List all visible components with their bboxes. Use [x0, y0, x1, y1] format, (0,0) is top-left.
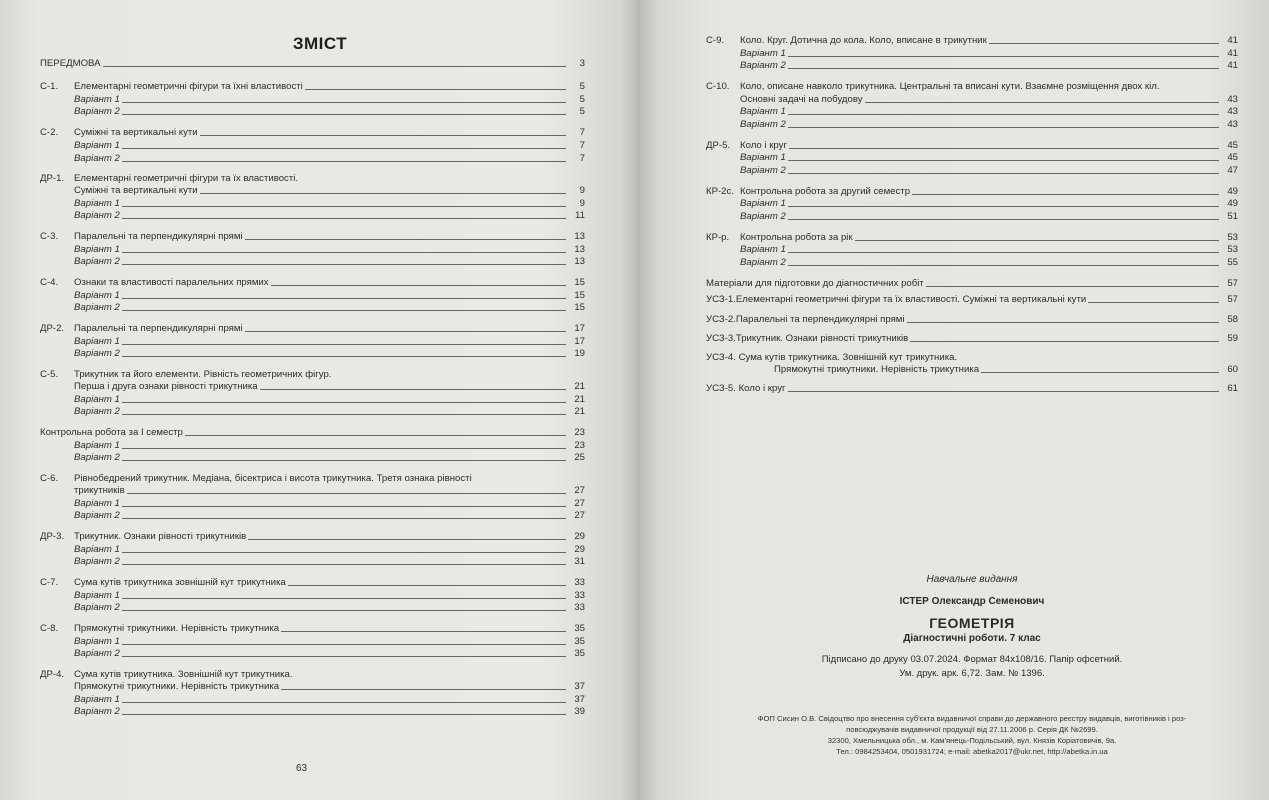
toc-entry: [40, 394, 585, 406]
toc-leader-line: [789, 148, 1219, 149]
toc-entry: [706, 257, 1238, 269]
toc-leader-line: [122, 218, 566, 219]
publisher-contacts: Тел.: 0984253404, 0501931724; e-mail: abetka2017@ukr.net, http://abetka.in.ua: [836, 747, 1108, 756]
toc-leader-line: [122, 298, 566, 299]
toc-variant-label: Варіант 2: [740, 60, 786, 71]
toc-page-number: 41: [1227, 35, 1238, 46]
toc-leader-line: [122, 264, 566, 265]
toc-page-number: 58: [1227, 314, 1238, 325]
toc-entry: [706, 35, 1238, 47]
toc-page-number: 11: [575, 210, 585, 221]
toc-entry: [40, 681, 585, 693]
toc-entry: [706, 94, 1238, 106]
toc-entry-title: Паралельні та перпендикулярні прямі: [74, 323, 243, 334]
toc-entry-title: ПЕРЕДМОВА: [40, 58, 101, 69]
toc-leader-line: [907, 322, 1219, 323]
toc-entry-title: УСЗ-2.Паралельні та перпендикулярні прямі: [706, 314, 905, 325]
toc-variant-label: Варіант 2: [740, 119, 786, 130]
toc-entry: [40, 369, 585, 381]
toc-variant-label: Варіант 1: [74, 440, 120, 451]
toc-entry-code: С-8.: [40, 623, 59, 634]
toc-page-number: 29: [574, 531, 585, 542]
toc-entry-title: трикутників: [74, 485, 125, 496]
toc-page-number: 33: [574, 590, 585, 601]
toc-entry: [40, 198, 585, 210]
toc-variant-label: Варіант 2: [74, 602, 120, 613]
toc-page-number: 5: [579, 106, 585, 117]
toc-page-number: 5: [579, 81, 585, 92]
toc-page-number: 43: [1227, 106, 1238, 117]
toc-page-number: 41: [1227, 48, 1238, 59]
toc-leader-line: [103, 66, 566, 67]
toc-entry-title: Основні задачі на побудову: [740, 94, 863, 105]
toc-entry: [706, 186, 1238, 198]
edition-type: Навчальне видання: [926, 574, 1018, 585]
book-title: ГЕОМЕТРІЯ: [929, 615, 1015, 631]
toc-entry: [706, 314, 1238, 326]
toc-leader-line: [122, 644, 566, 645]
toc-entry-code: С-1.: [40, 81, 59, 92]
toc-entry: [40, 577, 585, 589]
toc-entry: [40, 244, 585, 256]
toc-variant-label: Варіант 2: [74, 556, 120, 567]
toc-page-number: 43: [1227, 119, 1238, 130]
toc-leader-line: [788, 56, 1219, 57]
toc-page-number: 33: [574, 577, 585, 588]
toc-entry-title: Суміжні та вертикальні кути: [74, 185, 198, 196]
toc-entry: [40, 669, 585, 681]
toc-leader-line: [122, 344, 566, 345]
toc-page-number: 55: [1227, 257, 1238, 268]
toc-entry-code: С-9.: [706, 35, 725, 46]
toc-entry-title: УСЗ-1.Елементарні геометричні фігури та їх властивості. Суміжні та вертикальні кути: [706, 294, 1087, 305]
toc-entry-code: С-10.: [706, 81, 730, 92]
toc-entry-code: КР-2с.: [706, 186, 734, 197]
toc-leader-line: [281, 631, 566, 632]
toc-leader-line: [926, 286, 1219, 287]
toc-variant-label: Варіант 2: [74, 210, 120, 221]
toc-entry: [706, 152, 1238, 164]
toc-page-number: 29: [574, 544, 585, 555]
toc-variant-label: Варіант 1: [74, 394, 120, 405]
toc-entry-title: Коло. Круг. Дотична до кола. Коло, вписане в трикутник: [740, 35, 987, 46]
toc-entry: [40, 185, 585, 197]
toc-page-number: 27: [574, 485, 585, 496]
toc-leader-line: [989, 43, 1219, 44]
toc-entry-code: С-2.: [40, 127, 59, 138]
toc-page-number: 41: [1227, 60, 1238, 71]
toc-leader-line: [122, 714, 566, 715]
toc-leader-line: [122, 460, 566, 461]
toc-entry: [706, 119, 1238, 131]
toc-page-number: 15: [574, 302, 585, 313]
toc-leader-line: [912, 194, 1219, 195]
toc-entry: [40, 210, 585, 222]
toc-leader-line: [122, 148, 566, 149]
toc-entry: [40, 427, 585, 439]
toc-entry: [40, 140, 585, 152]
toc-page-number: 15: [574, 277, 585, 288]
toc-entry: [706, 81, 1238, 93]
toc-page-number: 33: [574, 602, 585, 613]
toc-variant-label: Варіант 1: [740, 152, 786, 163]
toc-entry-title: Контрольна робота за рік: [740, 232, 853, 243]
toc-page-number: 7: [579, 127, 585, 138]
toc-page-number: 51: [1227, 211, 1238, 222]
toc-page-number: 17: [574, 336, 585, 347]
toc-leader-line: [122, 414, 566, 415]
toc-page-number: 27: [574, 510, 585, 521]
toc-variant-label: Варіант 1: [74, 198, 120, 209]
toc-entry: [40, 323, 585, 335]
toc-variant-label: Варіант 2: [740, 211, 786, 222]
toc-entry-title: Сума кутів трикутника. Зовнішній кут трикутника.: [74, 669, 293, 680]
toc-entry: [40, 636, 585, 648]
toc-page-number: 9: [579, 198, 585, 209]
toc-page-number: 37: [574, 694, 585, 705]
toc-leader-line: [788, 391, 1219, 392]
toc-page-number: 53: [1227, 244, 1238, 255]
toc-leader-line: [865, 102, 1219, 103]
toc-page-number: 27: [574, 498, 585, 509]
toc-page-number: 59: [1227, 333, 1238, 344]
toc-leader-line: [122, 114, 566, 115]
toc-entry-title: Ознаки та властивості паралельних прямих: [74, 277, 269, 288]
toc-variant-label: Варіант 1: [740, 106, 786, 117]
toc-leader-line: [122, 161, 566, 162]
toc-entry-code: С-3.: [40, 231, 59, 242]
toc-page-number: 35: [574, 636, 585, 647]
toc-variant-label: Варіант 2: [74, 706, 120, 717]
toc-entry: [40, 623, 585, 635]
toc-page-number: 13: [574, 244, 585, 255]
right-page: [640, 0, 1269, 800]
toc-leader-line: [122, 310, 566, 311]
toc-page-number: 43: [1227, 94, 1238, 105]
toc-variant-label: Варіант 1: [74, 290, 120, 301]
toc-title: ЗМІСТ: [292, 34, 348, 53]
toc-leader-line: [788, 114, 1219, 115]
toc-page-number: 3: [579, 58, 585, 69]
toc-leader-line: [122, 252, 566, 253]
toc-page-number: 31: [574, 556, 585, 567]
toc-entry-code: ДР-4.: [40, 669, 65, 680]
toc-entry: [40, 81, 585, 93]
toc-leader-line: [288, 585, 566, 586]
toc-entry: [40, 302, 585, 314]
toc-entry-code: С-7.: [40, 577, 59, 588]
author-name: ІСТЕР Олександр Семенович: [899, 596, 1045, 607]
toc-variant-label: Варіант 2: [74, 256, 120, 267]
toc-leader-line: [245, 239, 566, 240]
toc-leader-line: [788, 173, 1219, 174]
publisher-line2: повсюджувачів видавничої продукції від 27.11.2006 р. Серія ДК №2699.: [846, 725, 1098, 734]
toc-leader-line: [122, 702, 566, 703]
toc-page-number: 15: [574, 290, 585, 301]
toc-variant-label: Варіант 1: [74, 94, 120, 105]
toc-page-number: 23: [574, 440, 585, 451]
toc-entry: [40, 127, 585, 139]
toc-entry-title: УСЗ-4. Сума кутів трикутника. Зовнішній кут трикутника.: [706, 352, 958, 363]
toc-variant-label: Варіант 2: [74, 452, 120, 463]
toc-page-number: 37: [574, 681, 585, 692]
toc-entry: [40, 531, 585, 543]
toc-variant-label: Варіант 1: [740, 48, 786, 59]
toc-page-number: 7: [579, 153, 585, 164]
toc-variant-label: Варіант 1: [74, 336, 120, 347]
toc-leader-line: [788, 206, 1219, 207]
print-info-line1: Підписано до друку 03.07.2024. Формат 84х108/16. Папір офсетний.: [821, 654, 1123, 665]
toc-entry-title: Матеріали для підготовки до діагностичних робіт: [706, 278, 924, 289]
toc-leader-line: [122, 656, 566, 657]
toc-entry: [40, 277, 585, 289]
toc-entry: [706, 352, 1238, 364]
toc-page-number: 57: [1227, 294, 1238, 305]
toc-leader-line: [122, 448, 566, 449]
toc-variant-label: Варіант 1: [74, 590, 120, 601]
toc-leader-line: [122, 552, 566, 553]
toc-entry: [706, 198, 1238, 210]
toc-entry: [40, 231, 585, 243]
toc-entry-title: Прямокутні трикутники. Нерівність трикутника: [74, 623, 280, 634]
toc-leader-line: [248, 539, 566, 540]
toc-leader-line: [788, 219, 1219, 220]
toc-entry: [706, 364, 1238, 376]
toc-entry-title: Коло і круг: [740, 140, 787, 151]
toc-entry-code: С-4.: [40, 277, 59, 288]
toc-entry: [40, 694, 585, 706]
toc-leader-line: [260, 389, 566, 390]
toc-entry: [40, 406, 585, 418]
toc-leader-line: [122, 356, 566, 357]
toc-leader-line: [981, 372, 1219, 373]
toc-entry: [40, 153, 585, 165]
toc-entry: [706, 294, 1238, 306]
toc-entry: [40, 706, 585, 718]
toc-leader-line: [1088, 302, 1219, 303]
toc-entry-title: Контрольна робота за другий семестр: [740, 186, 911, 197]
book-subtitle: Діагностичні роботи. 7 клас: [903, 633, 1041, 644]
toc-page-number: 21: [574, 406, 585, 417]
toc-page-number: 13: [574, 256, 585, 267]
toc-variant-label: Варіант 2: [740, 257, 786, 268]
toc-variant-label: Варіант 1: [74, 694, 120, 705]
toc-leader-line: [122, 564, 566, 565]
toc-entry: [40, 106, 585, 118]
toc-variant-label: Варіант 2: [74, 406, 120, 417]
toc-entry: [706, 106, 1238, 118]
toc-variant-label: Варіант 1: [74, 498, 120, 509]
toc-entry: [706, 244, 1238, 256]
toc-entry-title: Трикутник та його елементи. Рівність геометричних фігур.: [74, 369, 332, 380]
toc-entry-title: Коло, описане навколо трикутника. Центральні та вписані кути. Взаємне розміщення двох кіл.: [740, 81, 1160, 92]
toc-entry: [40, 473, 585, 485]
toc-leader-line: [281, 689, 566, 690]
toc-leader-line: [788, 265, 1219, 266]
toc-entry-code: С-5.: [40, 369, 59, 380]
toc-page-number: 45: [1227, 152, 1238, 163]
toc-entry: [40, 173, 585, 185]
toc-leader-line: [122, 598, 566, 599]
toc-page-number: 49: [1227, 198, 1238, 209]
toc-entry-title: Трикутник. Ознаки рівності трикутників: [74, 531, 247, 542]
toc-leader-line: [788, 160, 1219, 161]
toc-entry-code: ДР-3.: [40, 531, 65, 542]
toc-leader-line: [122, 610, 566, 611]
toc-page-number: 17: [574, 323, 585, 334]
toc-entry: [706, 48, 1238, 60]
toc-entry: [40, 381, 585, 393]
toc-entry: [40, 556, 585, 568]
toc-leader-line: [200, 193, 566, 194]
toc-leader-line: [127, 493, 566, 494]
toc-entry: [706, 333, 1238, 345]
toc-leader-line: [200, 135, 566, 136]
toc-entry: [40, 58, 585, 70]
toc-entry-title: Суміжні та вертикальні кути: [74, 127, 198, 138]
toc-leader-line: [910, 341, 1219, 342]
toc-entry: [40, 452, 585, 464]
toc-entry: [706, 232, 1238, 244]
toc-variant-label: Варіант 1: [74, 636, 120, 647]
toc-entry: [40, 256, 585, 268]
toc-variant-label: Варіант 2: [74, 648, 120, 659]
toc-page-number: 61: [1227, 383, 1238, 394]
toc-page-number: 53: [1227, 232, 1238, 243]
toc-leader-line: [271, 285, 566, 286]
toc-variant-label: Варіант 2: [740, 165, 786, 176]
toc-entry: [40, 510, 585, 522]
toc-variant-label: Варіант 1: [740, 244, 786, 255]
toc-entry: [40, 648, 585, 660]
toc-page-number: 49: [1227, 186, 1238, 197]
toc-entry: [706, 140, 1238, 152]
toc-entry: [706, 165, 1238, 177]
print-info-line2: Ум. друк. арк. 6,72. Зам. № 1396.: [899, 668, 1045, 679]
toc-entry-code: ДР-2.: [40, 323, 65, 334]
toc-entry-title: Контрольна робота за І семестр: [40, 427, 183, 438]
toc-entry: [40, 94, 585, 106]
toc-page-number: 60: [1227, 364, 1238, 375]
toc-leader-line: [122, 402, 566, 403]
toc-variant-label: Варіант 1: [74, 244, 120, 255]
toc-leader-line: [788, 127, 1219, 128]
toc-page-number: 45: [1227, 140, 1238, 151]
toc-entry: [706, 211, 1238, 223]
toc-variant-label: Варіант 1: [74, 544, 120, 555]
toc-entry-code: С-6.: [40, 473, 59, 484]
toc-leader-line: [122, 102, 566, 103]
toc-entry-code: ДР-5.: [706, 140, 731, 151]
toc-entry-title: Сума кутів трикутника зовнішній кут трикутника: [74, 577, 286, 588]
toc-entry-code: ДР-1.: [40, 173, 65, 184]
toc-entry-title: Перша і друга ознаки рівності трикутника: [74, 381, 258, 392]
toc-page-number: 35: [574, 648, 585, 659]
toc-entry-title: Прямокутні трикутники. Нерівність трикутника: [774, 364, 980, 375]
toc-page-number: 5: [579, 94, 585, 105]
toc-page-number: 13: [574, 231, 585, 242]
toc-leader-line: [122, 506, 566, 507]
toc-page-number: 21: [574, 394, 585, 405]
toc-entry: [40, 602, 585, 614]
toc-entry: [40, 485, 585, 497]
toc-variant-label: Варіант 2: [74, 106, 120, 117]
toc-leader-line: [305, 89, 566, 90]
toc-entry-title: Прямокутні трикутники. Нерівність трикутника: [74, 681, 280, 692]
toc-leader-line: [185, 435, 566, 436]
toc-variant-label: Варіант 1: [74, 140, 120, 151]
toc-entry-code: КР-р.: [706, 232, 730, 243]
toc-entry: [40, 336, 585, 348]
publisher-address: 32300, Хмельницька обл., м. Кам'янець-Подільський, вул. Князів Коріатовичів, 9а.: [827, 736, 1117, 745]
toc-entry-title: Елементарні геометричні фігури та їх властивості.: [74, 173, 299, 184]
publisher-line1: ФОП Сисин О.В. Свідоцтво про внесення суб'єкта видавничої справи до державного реєстру видавців, виготівників і роз-: [757, 714, 1187, 723]
toc-entry: [706, 383, 1238, 395]
toc-leader-line: [122, 206, 566, 207]
toc-entry: [40, 440, 585, 452]
toc-entry-title: УСЗ-3.Трикутник. Ознаки рівності трикутників: [706, 333, 909, 344]
toc-entry: [40, 544, 585, 556]
toc-page-number: 39: [574, 706, 585, 717]
toc-entry: [706, 60, 1238, 72]
toc-entry-title: Паралельні та перпендикулярні прямі: [74, 231, 243, 242]
toc-leader-line: [788, 252, 1219, 253]
toc-entry: [40, 590, 585, 602]
toc-leader-line: [788, 68, 1219, 69]
toc-variant-label: Варіант 2: [74, 348, 120, 359]
toc-page-number: 9: [579, 185, 585, 196]
toc-variant-label: Варіант 1: [740, 198, 786, 209]
toc-page-number: 47: [1227, 165, 1238, 176]
toc-leader-line: [122, 518, 566, 519]
toc-variant-label: Варіант 2: [74, 510, 120, 521]
toc-variant-label: Варіант 2: [74, 153, 120, 164]
toc-entry-title: Рівнобедрений трикутник. Медіана, бісектриса і висота трикутника. Третя ознака рівності: [74, 473, 472, 484]
toc-entry: [40, 498, 585, 510]
toc-entry: [706, 278, 1238, 290]
toc-page-number: 23: [574, 427, 585, 438]
toc-page-number: 57: [1227, 278, 1238, 289]
toc-page-number: 21: [574, 381, 585, 392]
toc-page-number: 35: [574, 623, 585, 634]
toc-entry: [40, 348, 585, 360]
toc-entry-title: Елементарні геометричні фігури та їхні властивості: [74, 81, 303, 92]
toc-variant-label: Варіант 2: [74, 302, 120, 313]
toc-page-number: 7: [579, 140, 585, 151]
toc-page-number: 19: [574, 348, 585, 359]
toc-entry: [40, 290, 585, 302]
page-number: 63: [296, 763, 308, 774]
toc-leader-line: [245, 331, 566, 332]
toc-leader-line: [855, 240, 1219, 241]
toc-page-number: 25: [574, 452, 585, 463]
toc-entry-title: УСЗ-5. Коло і круг: [706, 383, 786, 394]
